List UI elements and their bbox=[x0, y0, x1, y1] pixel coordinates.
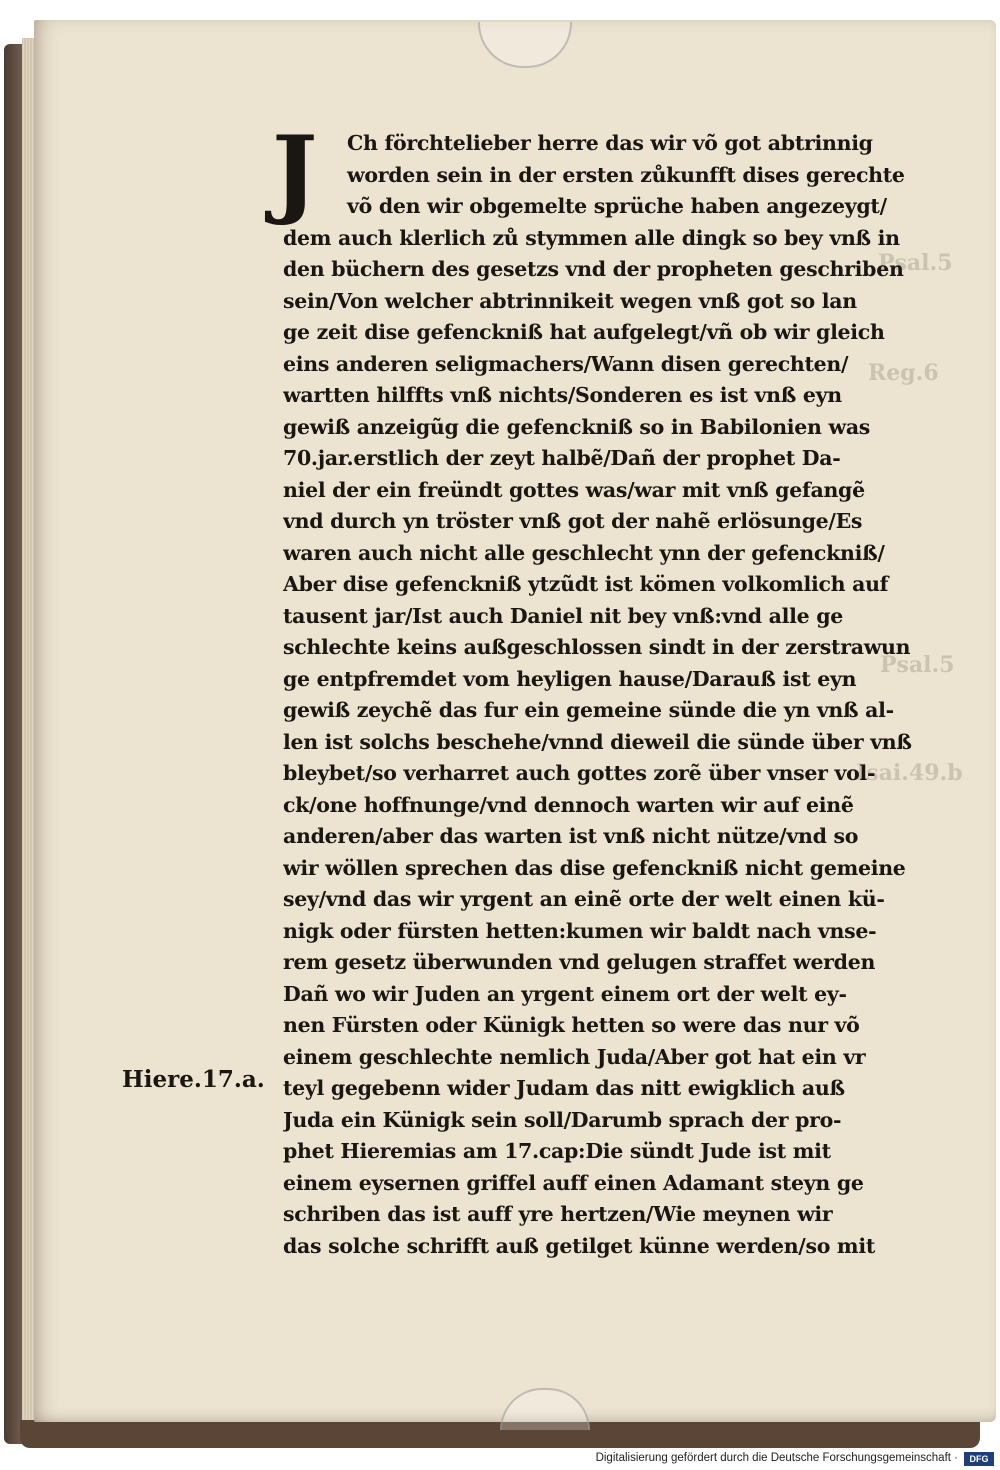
show-through-text: Reg.6 bbox=[868, 360, 939, 386]
text-line: len ist solchs beschehe/vnnd dieweil die sünde über vnß bbox=[283, 729, 912, 754]
digitization-credit: Digitalisierung gefördert durch die Deutsche Forschungsgemeinschaft · bbox=[595, 1452, 958, 1464]
text-line: Ch förchtelieber herre das wir võ got abtrinnig bbox=[347, 131, 873, 155]
text-line: eins anderen seligmachers/Wann disen gerechten/ bbox=[283, 351, 849, 376]
text-line: den büchern des gesetzs vnd der propheten geschriben bbox=[283, 257, 904, 281]
text-line: nen Fürsten oder Künigk hetten so were das nur võ bbox=[283, 1013, 860, 1037]
text-line: ck/one hoffnunge/vnd dennoch warten wir auf einẽ bbox=[283, 792, 854, 817]
text-line: waren auch nicht alle geschlecht ynn der gefenckniß/ bbox=[283, 540, 885, 565]
decorated-initial: J bbox=[272, 115, 318, 228]
text-line: bleybet/so verharret auch gottes zorẽ über vnser vol- bbox=[283, 761, 876, 785]
text-line: gewiß zeychẽ das fur ein gemeine sünde die yn vnß al- bbox=[283, 698, 894, 722]
text-line: phet Hieremias am 17.cap:Die sündt Jude ist mit bbox=[283, 1139, 831, 1163]
text-line: 70.jar.erstlich der zeyt halbẽ/Dañ der prophet Da- bbox=[283, 446, 841, 470]
footer-bar bbox=[0, 1450, 1000, 1470]
dfg-logo-icon: DFG bbox=[964, 1452, 994, 1466]
text-line: gewiß anzeigũg die gefenckniß so in Babilonien was bbox=[283, 414, 871, 439]
text-line: sein/Von welcher abtrinnikeit wegen vnß got so lan bbox=[283, 288, 857, 313]
text-line: worden sein in der ersten zůkunfft dises gerechte bbox=[347, 162, 905, 187]
text-line: wartten hilffts vnß nichts/Sonderen es ist vnß eyn bbox=[283, 383, 842, 407]
text-line: sey/vnd das wir yrgent an einẽ orte der welt einen kü- bbox=[283, 887, 885, 911]
text-line: võ den wir obgemelte sprüche haben angezeygt/ bbox=[347, 194, 887, 218]
text-line: dem auch klerlich zů stymmen alle dingk so bey vnß in bbox=[283, 225, 900, 250]
text-line: Aber dise gefenckniß ytzũdt ist kömen volkomlich auf bbox=[283, 572, 889, 596]
text-line: anderen/aber das warten ist vnß nicht nütze/vnd so bbox=[283, 824, 859, 848]
text-line: vnd durch yn tröster vnß got der nahẽ erlösunge/Es bbox=[283, 509, 863, 533]
text-line: niel der ein freündt gottes was/war mit vnß gefangẽ bbox=[283, 477, 865, 502]
body-text bbox=[283, 128, 943, 1262]
text-line: wir wöllen sprechen das dise gefenckniß nicht gemeine bbox=[283, 855, 906, 880]
text-line: schriben das ist auff yre hertzen/Wie meynen wir bbox=[283, 1202, 833, 1226]
show-through-text: Isai.49.b bbox=[856, 760, 963, 786]
text-line: einem eysernen griffel auff einen Adamant steyn ge bbox=[283, 1170, 864, 1195]
text-line: das solche schrifft auß getilget künne werden/so mit bbox=[283, 1233, 875, 1258]
text-line: nigk oder fürsten hetten:kumen wir baldt nach vnse- bbox=[283, 918, 877, 943]
text-line: teyl gegebenn wider Judam das nitt ewigklich auß bbox=[283, 1076, 845, 1100]
text-line: Dañ wo wir Juden an yrgent einem ort der welt ey- bbox=[283, 981, 847, 1006]
text-line: rem gesetz überwunden vnd gelugen straffet werden bbox=[283, 950, 876, 974]
text-line: ge zeit dise gefenckniß hat aufgelegt/vñ ob wir gleich bbox=[283, 320, 885, 344]
text-line: schlechte keins außgeschlossen sindt in der zerstrawun bbox=[283, 635, 911, 659]
show-through-text: Psal.5 bbox=[878, 250, 953, 276]
text-line: Juda ein Künigk sein soll/Darumb sprach der pro- bbox=[283, 1107, 842, 1132]
text-line: ge entpfremdet vom heyligen hause/Darauß ist eyn bbox=[283, 666, 857, 691]
text-line: tausent jar/Ist auch Daniel nit bey vnß:vnd alle ge bbox=[283, 603, 843, 628]
text-line: einem geschlechte nemlich Juda/Aber got hat ein vr bbox=[283, 1044, 866, 1069]
show-through-text: Psal.5 bbox=[880, 652, 955, 678]
marginal-reference: Hiere.17.a. bbox=[122, 1066, 265, 1093]
